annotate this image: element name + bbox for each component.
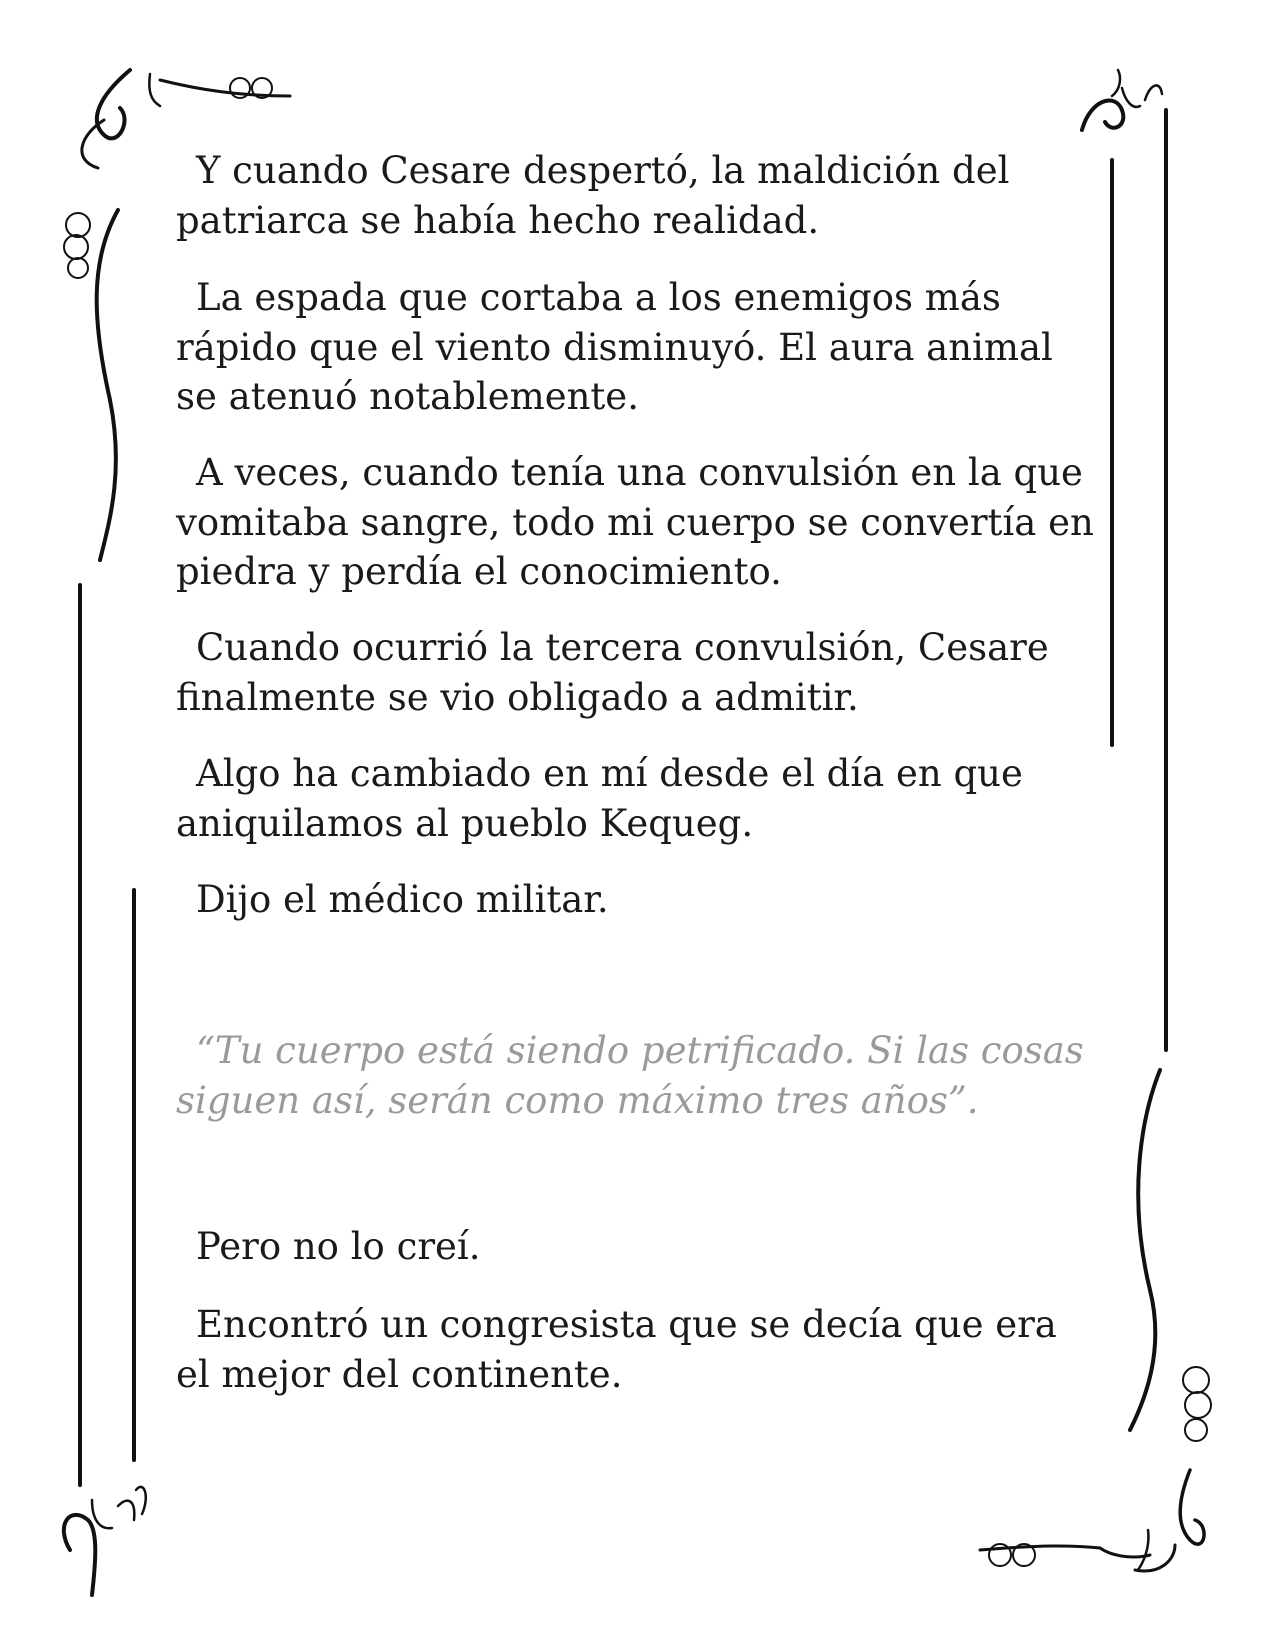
paragraph-8: Encontró un congresista que se decía que era el mejor del continente. [176, 1303, 1057, 1396]
paragraph-6: Dijo el médico militar. [196, 878, 609, 921]
paragraph-4: Cuando ocurrió la tercera convulsión, Cesare finalmente se vio obligado a admitir. [176, 626, 1049, 719]
paragraph-3: A veces, cuando tenía una convulsión en la que vomitaba sangre, todo mi cuerpo se convertía en piedra y perdía el conocimiento. [176, 451, 1094, 593]
paragraph-2: La espada que cortaba a los enemigos más rápido que el viento disminuyó. El aura animal se atenuó notablemente. [176, 276, 1053, 418]
paragraph-1: Y cuando Cesare despertó, la maldición del patriarca se había hecho realidad. [176, 149, 1010, 242]
paragraph-7: Pero no lo creí. [196, 1225, 481, 1268]
top-right-flourish [1082, 70, 1162, 130]
paragraph-5: Algo ha cambiado en mí desde el día en que aniquilamos al pueblo Kequeg. [176, 752, 1023, 845]
bottom-left-flourish [64, 1487, 146, 1595]
doctor-quote: “Tu cuerpo está siendo petrificado. Si las cosas siguen así, serán como máximo tres años”. [176, 1029, 1084, 1122]
